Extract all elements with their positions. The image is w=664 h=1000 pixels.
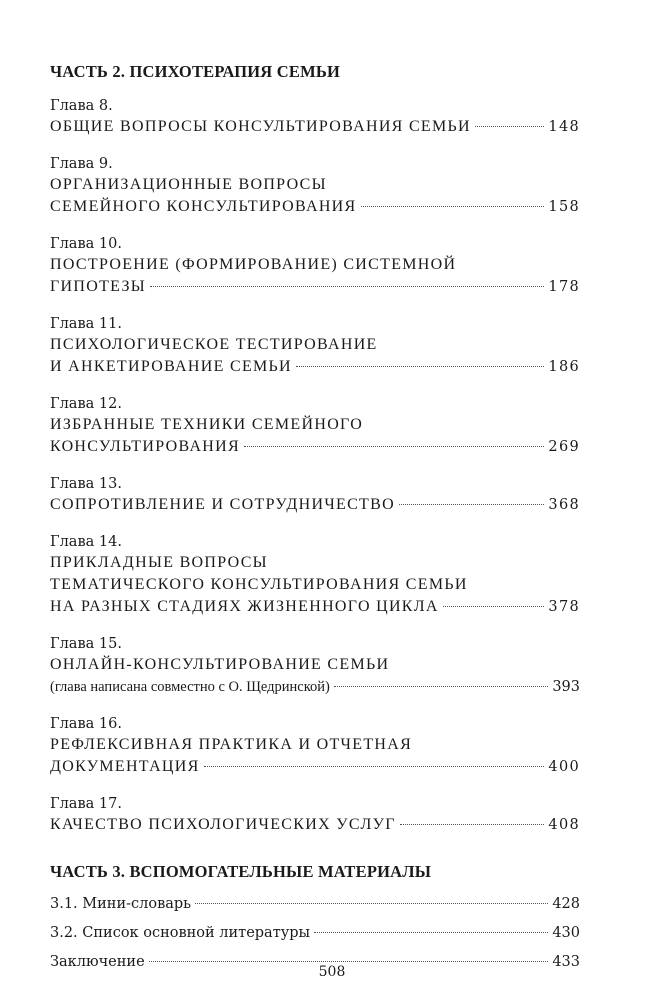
dot-leader [399,504,544,505]
toc-chapter[interactable] [50,474,580,516]
toc-chapter[interactable] [50,234,580,298]
chapter-title-row [50,276,580,298]
dot-leader [314,932,548,933]
chapter-title-row [50,814,580,836]
page-ref: 408 [548,817,580,833]
page-ref: 178 [548,279,580,295]
chapter-label: Глава 10. [50,236,122,252]
page-ref: 186 [548,359,580,375]
dot-leader [204,766,545,767]
dot-leader [443,606,545,607]
chapter-title-row [50,356,580,378]
chapter-title-line: СОПРОТИВЛЕНИЕ И СОТРУДНИЧЕСТВО [50,496,395,513]
chapter-title-line: ОБЩИЕ ВОПРОСЫ КОНСУЛЬТИРОВАНИЯ СЕМЬИ [50,118,471,135]
chapter-title-line: ДОКУМЕНТАЦИЯ [50,758,200,775]
dot-leader [361,206,545,207]
chapter-title-row [50,494,580,516]
toc-chapter[interactable] [50,714,580,778]
dot-leader [296,366,545,367]
dot-leader [244,446,544,447]
chapter-title-row [50,596,580,618]
page-ref: 393 [552,679,580,695]
page-number: 508 [318,964,346,980]
toc-chapter[interactable] [50,394,580,458]
chapter-label: Глава 15. [50,636,122,652]
chapter-title-line: ПСИХОЛОГИЧЕСКОЕ ТЕСТИРОВАНИЕ [50,336,378,353]
page-ref: 368 [548,497,580,513]
page-ref: 428 [552,896,580,912]
chapter-title-row [50,676,580,698]
chapter-title-line: НА РАЗНЫХ СТАДИЯХ ЖИЗНЕННОГО ЦИКЛА [50,598,439,615]
page-ref: 269 [548,439,580,455]
toc-entry[interactable] [50,896,580,912]
toc-chapter[interactable] [50,96,580,138]
chapter-title-line: СЕМЕЙНОГО КОНСУЛЬТИРОВАНИЯ [50,198,357,215]
toc-chapter[interactable] [50,154,580,218]
part-2-chapter-list [50,96,580,836]
chapter-title-row [50,196,580,218]
entry-title: 3.1. Мини-словарь [50,896,192,912]
chapter-label: Глава 13. [50,476,122,492]
chapter-title-line: ОНЛАЙН-КОНСУЛЬТИРОВАНИЕ СЕМЬИ [50,656,390,673]
chapter-title-row [50,116,580,138]
table-of-contents [50,62,580,983]
entry-title: Заключение [50,954,145,970]
page-ref: 378 [548,599,580,615]
toc-chapter[interactable] [50,314,580,378]
chapter-label: Глава 9. [50,156,113,172]
chapter-label: Глава 8. [50,98,113,114]
toc-chapter[interactable] [50,794,580,836]
chapter-label: Глава 17. [50,796,122,812]
dot-leader [150,286,544,287]
part-2-heading: ЧАСТЬ 2. ПСИХОТЕРАПИЯ СЕМЬИ [50,62,340,81]
toc-chapter[interactable] [50,532,580,618]
chapter-label: Глава 16. [50,716,122,732]
page-ref: 433 [552,954,580,970]
part-3-entry-list [50,896,580,970]
chapter-title-line: И АНКЕТИРОВАНИЕ СЕМЬИ [50,358,292,375]
dot-leader [334,686,548,687]
chapter-title-row [50,436,580,458]
dot-leader [475,126,545,127]
chapter-label: Глава 12. [50,396,122,412]
dot-leader [195,903,548,904]
dot-leader [400,824,545,825]
chapter-label: Глава 11. [50,316,122,332]
part-3-heading: ЧАСТЬ 3. ВСПОМОГАТЕЛЬНЫЕ МАТЕРИАЛЫ [50,862,432,881]
chapter-title-line: ГИПОТЕЗЫ [50,278,147,295]
chapter-title-line: ОРГАНИЗАЦИОННЫЕ ВОПРОСЫ [50,176,327,193]
chapter-title-row [50,756,580,778]
chapter-title-line: ИЗБРАННЫЕ ТЕХНИКИ СЕМЕЙНОГО [50,416,364,433]
chapter-title-line: КАЧЕСТВО ПСИХОЛОГИЧЕСКИХ УСЛУГ [50,816,396,833]
dot-leader [149,961,549,962]
page-ref: 148 [548,119,580,135]
chapter-title-line: ТЕМАТИЧЕСКОГО КОНСУЛЬТИРОВАНИЯ СЕМЬИ [50,576,468,593]
entry-title: 3.2. Список основной литературы [50,925,311,941]
page-ref: 158 [548,199,580,215]
toc-entry[interactable] [50,925,580,941]
page-ref: 400 [548,759,580,775]
toc-chapter[interactable] [50,634,580,698]
chapter-title-line: ПОСТРОЕНИЕ (ФОРМИРОВАНИЕ) СИСТЕМНОЙ [50,256,457,273]
chapter-label: Глава 14. [50,534,122,550]
chapter-title-line: РЕФЛЕКСИВНАЯ ПРАКТИКА И ОТЧЕТНАЯ [50,736,413,753]
page-ref: 430 [552,925,580,941]
chapter-title-line: КОНСУЛЬТИРОВАНИЯ [50,438,240,455]
chapter-title-line: (глава написана совместно с О. Щедринской) [50,679,330,695]
chapter-title-line: ПРИКЛАДНЫЕ ВОПРОСЫ [50,554,268,571]
